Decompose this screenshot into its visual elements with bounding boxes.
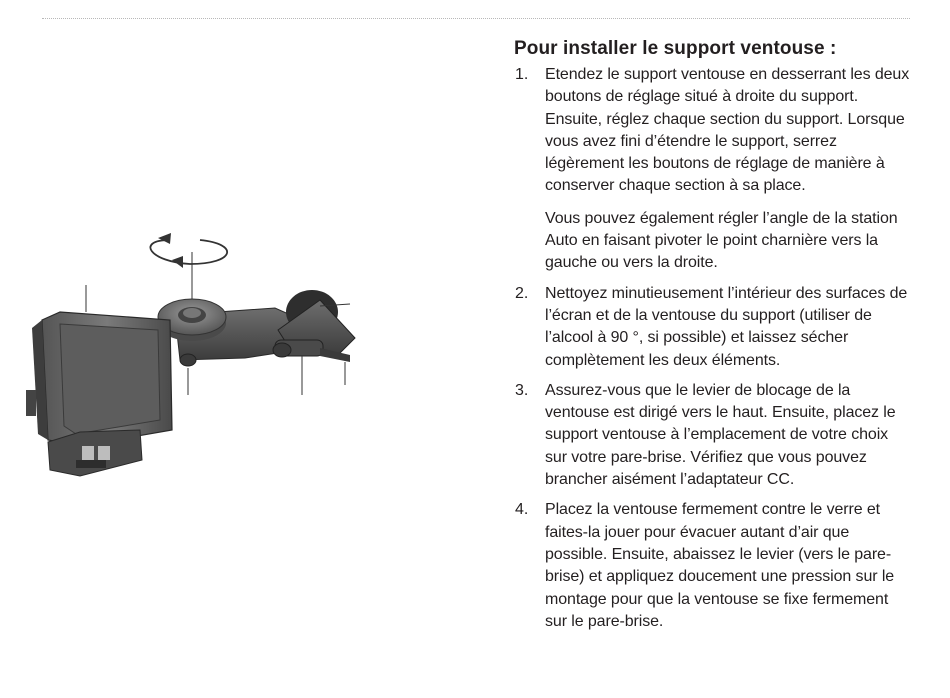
header-divider [42, 18, 910, 19]
steps-list [514, 64, 914, 633]
suction-cup-mount-icon [20, 220, 400, 500]
step-4 [514, 499, 914, 633]
section-title: Pour installer le support ventouse : [514, 38, 837, 59]
suction-mount-illustration [20, 220, 400, 500]
step-2 [514, 283, 914, 372]
step-1 [514, 64, 914, 275]
step-number: 4. [515, 501, 529, 519]
step-number: 2. [515, 284, 529, 302]
step-paragraph: Etendez le support ventouse en desserrant les deux boutons de réglage situé à droite du support. Ensuite, réglez chaque section du support. Lorsque vous avez fini d’étendre le support, serrez légèrement les boutons de réglage de manière à conserver chaque section à sa place. [545, 66, 910, 195]
step-number: 1. [515, 66, 529, 83]
rotation-arrow [150, 233, 227, 310]
instructions [514, 38, 914, 641]
step-3 [514, 380, 914, 491]
step-paragraph: Nettoyez minutieusement l’intérieur des surfaces de l’écran et de la ventouse du support (utiliser de l’alcool à 90 °, si possible) et laissez sécher complètement les deux éléments. [545, 284, 908, 369]
step-number: 3. [515, 381, 529, 399]
step-paragraph: Placez la ventouse fermement contre le verre et faites-la jouer pour évacuer autant d’air que possible. Ensuite, abaissez le levier (vers le pare-brise) et appliquez doucement une pression sur le montage pour que la ventouse se fixe fermement sur le pare-brise. [545, 501, 895, 630]
step-paragraph: Vous pouvez également régler l’angle de la station Auto en faisant pivoter le point charnière vers la gauche ou vers la droite. [545, 209, 898, 272]
step-paragraph: Assurez-vous que le levier de blocage de la ventouse est dirigé vers le haut. Ensuite, placez le support ventouse à l’emplacement de votre choix sur votre pare-brise. Vérifiez que vous pouvez brancher aisément l’adaptateur CC. [545, 381, 896, 489]
device-cradle [26, 312, 172, 476]
